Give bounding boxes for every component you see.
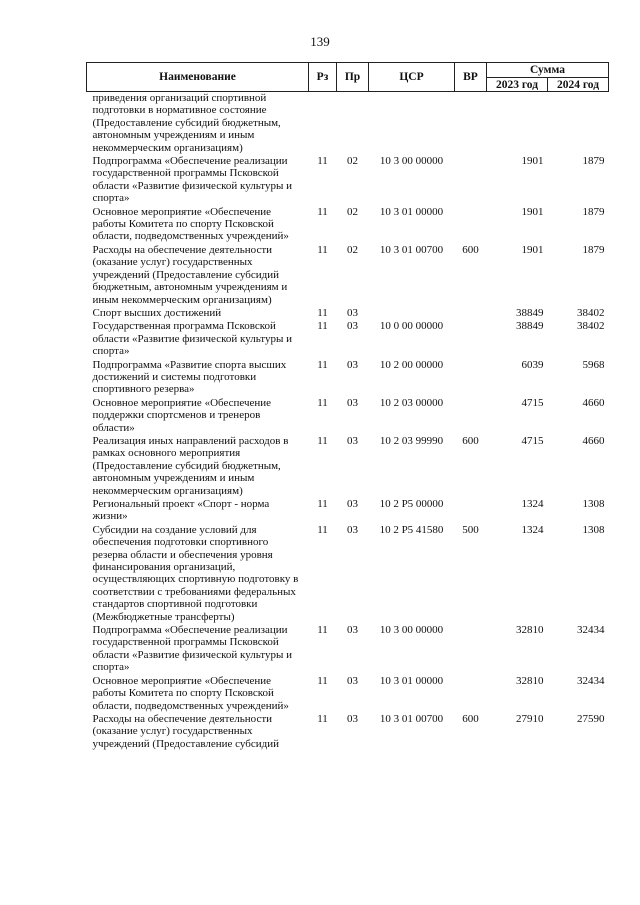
row-amount-2023: 6039 bbox=[521, 358, 544, 371]
row-amount-2024: 27590 bbox=[577, 712, 605, 725]
table-row bbox=[87, 358, 609, 396]
row-amount-2023: 1324 bbox=[521, 523, 544, 536]
row-csr: 10 2 03 00000 bbox=[379, 396, 444, 409]
header-name: Наименование bbox=[87, 63, 309, 92]
header-csr: ЦСР bbox=[369, 63, 455, 92]
row-pr bbox=[337, 92, 369, 155]
row-rz: 11 bbox=[317, 155, 328, 168]
row-vr bbox=[455, 205, 487, 243]
budget-table bbox=[86, 62, 609, 750]
row-pr: 03 bbox=[347, 396, 358, 409]
row-name: Государственная программа Псковской области «Развитие физической культуры и спорта» bbox=[92, 320, 292, 358]
header-rz: Рз bbox=[309, 63, 337, 92]
row-amount-2023: 4715 bbox=[521, 396, 544, 409]
row-csr: 10 3 00 00000 bbox=[379, 155, 444, 168]
row-amount-2023: 38849 bbox=[516, 320, 544, 333]
row-pr: 02 bbox=[347, 155, 358, 168]
row-rz: 11 bbox=[317, 306, 328, 319]
budget-table-container bbox=[86, 62, 608, 750]
row-rz: 11 bbox=[317, 498, 328, 510]
row-name: Субсидии на создание условий для обеспечения подготовки спортивного резерва области и обеспечения уровня финансирования организаций, осуществляющих спортивную подготовку в соответствии с требованиями федеральных стандартов спортивной подготовки (Межбюджетные трансферты) bbox=[92, 523, 299, 623]
row-amount-2024: 32434 bbox=[577, 624, 605, 637]
row-csr bbox=[369, 306, 455, 319]
table-row bbox=[87, 497, 609, 523]
row-vr: 500 bbox=[462, 523, 479, 536]
row-amount-2023: 38849 bbox=[516, 306, 544, 319]
row-vr bbox=[455, 396, 487, 434]
row-amount-2024: 1879 bbox=[582, 205, 605, 218]
table-row bbox=[87, 674, 609, 712]
row-name: Спорт высших достижений bbox=[92, 306, 222, 319]
row-csr: 10 3 01 00000 bbox=[379, 674, 444, 687]
table-row bbox=[87, 205, 609, 243]
table-row bbox=[87, 243, 609, 306]
row-csr: 10 3 01 00700 bbox=[379, 712, 444, 725]
row-amount-2024: 32434 bbox=[577, 674, 605, 687]
row-pr: 03 bbox=[347, 306, 358, 319]
row-pr: 03 bbox=[347, 674, 358, 687]
table-row bbox=[87, 154, 609, 205]
row-rz: 11 bbox=[317, 523, 328, 536]
table-row bbox=[87, 319, 609, 357]
row-csr: 10 2 03 99990 bbox=[379, 434, 444, 447]
table-row bbox=[87, 92, 609, 155]
row-rz bbox=[309, 92, 337, 155]
row-vr bbox=[455, 306, 487, 319]
row-rz: 11 bbox=[317, 320, 328, 333]
row-amount-2023: 1901 bbox=[521, 205, 544, 218]
row-amount-2023 bbox=[487, 92, 548, 155]
row-name: Основное мероприятие «Обеспечение поддержки спортсменов и тренеров области» bbox=[92, 396, 272, 434]
table-row bbox=[87, 434, 609, 497]
row-amount-2023: 32810 bbox=[516, 674, 544, 687]
row-pr: 03 bbox=[347, 624, 358, 637]
header-year-2024: 2024 год bbox=[548, 78, 609, 92]
row-amount-2024: 5968 bbox=[582, 358, 605, 371]
row-pr: 03 bbox=[347, 498, 358, 510]
row-amount-2024: 38402 bbox=[577, 320, 605, 333]
header-pr: Пр bbox=[337, 63, 369, 92]
row-vr: 600 bbox=[462, 712, 479, 725]
row-vr bbox=[455, 358, 487, 396]
row-amount-2023: 27910 bbox=[516, 712, 544, 725]
row-amount-2023: 1901 bbox=[521, 155, 544, 168]
row-rz: 11 bbox=[317, 358, 328, 371]
row-csr: 10 3 01 00700 bbox=[379, 243, 444, 256]
row-name: Подпрограмма «Развитие спорта высших достижений и системы подготовки спортивного резерва» bbox=[92, 358, 287, 396]
row-rz: 11 bbox=[317, 624, 328, 637]
row-name: Подпрограмма «Обеспечение реализации государственной программы Псковской области «Развитие физической культуры и спорта» bbox=[92, 624, 292, 674]
header-sum: Сумма bbox=[487, 63, 609, 78]
row-name: Расходы на обеспечение деятельности (оказание услуг) государственных учреждений (Предоставление субсидий bbox=[92, 712, 279, 750]
row-pr: 03 bbox=[347, 434, 358, 447]
table-row bbox=[87, 396, 609, 434]
header-vr: ВР bbox=[455, 63, 487, 92]
row-pr: 03 bbox=[347, 320, 358, 333]
row-csr bbox=[369, 92, 455, 155]
row-rz: 11 bbox=[317, 243, 328, 256]
row-vr: 600 bbox=[462, 243, 479, 256]
row-name: Региональный проект «Спорт - норма жизни» bbox=[92, 498, 270, 523]
row-pr: 03 bbox=[347, 712, 358, 725]
row-pr: 03 bbox=[347, 358, 358, 371]
row-csr: 10 3 00 00000 bbox=[379, 624, 444, 637]
row-rz: 11 bbox=[317, 396, 328, 409]
row-rz: 11 bbox=[317, 434, 328, 447]
row-amount-2023: 1901 bbox=[521, 243, 544, 256]
row-amount-2024: 1308 bbox=[582, 523, 605, 536]
table-row bbox=[87, 623, 609, 674]
row-pr: 02 bbox=[347, 243, 358, 256]
table-row bbox=[87, 523, 609, 623]
row-vr bbox=[455, 319, 487, 357]
row-amount-2024: 4660 bbox=[582, 434, 605, 447]
row-name: Расходы на обеспечение деятельности (оказание услуг) государственных учреждений (Предоставление субсидий бюджетным, автономным учреждениям и иным некоммерческим организациям) bbox=[92, 243, 288, 306]
row-vr: 600 bbox=[462, 434, 479, 447]
row-name: Подпрограмма «Обеспечение реализации государственной программы Псковской области «Развитие физической культуры и спорта» bbox=[92, 155, 292, 205]
row-rz: 11 bbox=[317, 712, 328, 725]
row-amount-2024: 4660 bbox=[582, 396, 605, 409]
row-amount-2024: 1879 bbox=[582, 243, 605, 256]
row-amount-2023: 32810 bbox=[516, 624, 544, 637]
row-csr: 10 2 00 00000 bbox=[379, 358, 444, 371]
row-name: Реализация иных направлений расходов в рамках основного мероприятия (Предоставление субсидий бюджетным, автономным учреждениям и иным некоммерческим организациям) bbox=[92, 434, 289, 497]
row-name: Основное мероприятие «Обеспечение работы Комитета по спорту Псковской области, подведомственных учреждений» bbox=[92, 205, 289, 243]
row-csr: 10 2 P5 41580 bbox=[379, 523, 444, 536]
row-vr bbox=[455, 674, 487, 712]
row-csr: 10 2 P5 00000 bbox=[379, 498, 444, 510]
header-year-2023: 2023 год bbox=[487, 78, 548, 92]
row-amount-2024: 1879 bbox=[582, 155, 605, 168]
row-rz: 11 bbox=[317, 674, 328, 687]
page-number: 139 bbox=[310, 34, 330, 49]
table-body bbox=[87, 92, 609, 751]
row-vr bbox=[455, 154, 487, 205]
row-pr: 03 bbox=[347, 523, 358, 536]
row-csr: 10 3 01 00000 bbox=[379, 205, 444, 218]
row-vr bbox=[455, 623, 487, 674]
table-row bbox=[87, 306, 609, 319]
row-csr: 10 0 00 00000 bbox=[379, 320, 444, 333]
row-amount-2024: 38402 bbox=[577, 306, 605, 319]
row-name: Основное мероприятие «Обеспечение работы Комитета по спорту Псковской области, подведомственных учреждений» bbox=[92, 674, 289, 712]
table-header bbox=[87, 63, 609, 92]
row-vr bbox=[455, 497, 487, 523]
row-pr: 02 bbox=[347, 205, 358, 218]
row-vr bbox=[455, 92, 487, 155]
row-amount-2023: 4715 bbox=[521, 434, 544, 447]
row-name: приведения организаций спортивной подготовки в нормативное состояние (Предоставление субсидий бюджетным, автономным учреждениям и иным некоммерческим организациям) bbox=[92, 92, 281, 154]
table-row bbox=[87, 712, 609, 750]
row-amount-2024: 1308 bbox=[582, 498, 605, 510]
row-amount-2024 bbox=[548, 92, 609, 155]
row-amount-2023: 1324 bbox=[521, 498, 544, 510]
row-rz: 11 bbox=[317, 205, 328, 218]
